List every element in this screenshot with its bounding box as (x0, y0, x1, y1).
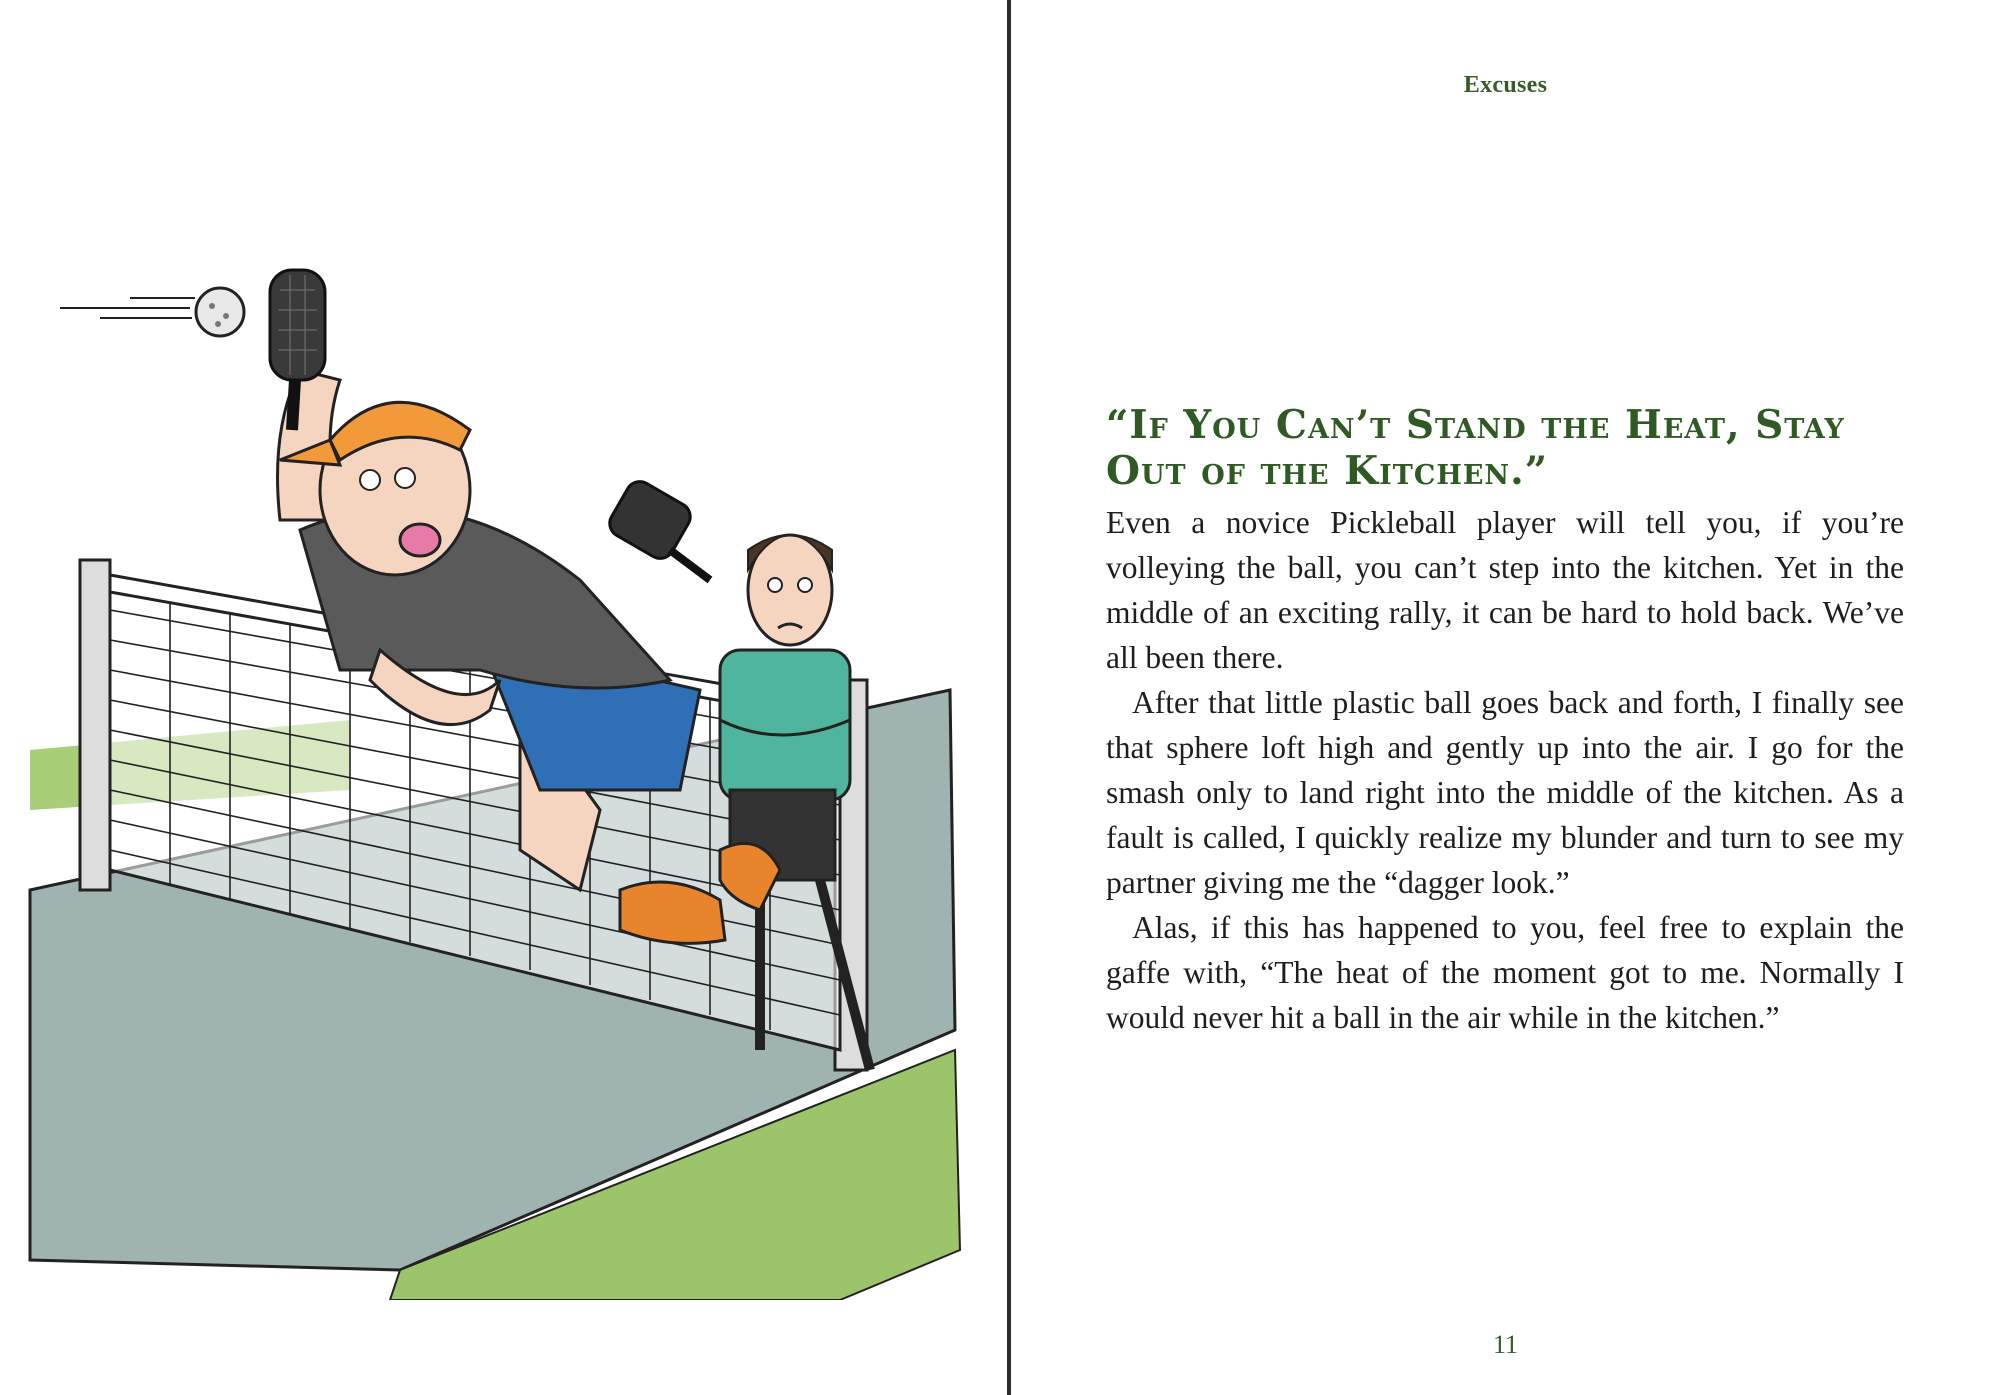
paddle-icon (605, 477, 710, 580)
paragraph: Even a novice Pickleball player will tell you, if you’re volleying the ball, you can’t step into the kitchen. Yet in the middle of an exciting rally, it can be hard to hold back. We’ve all been there. (1106, 505, 1904, 675)
paragraph: Alas, if this has happened to you, feel free to explain the gaffe with, “The heat of the moment got to me. Normally I would never hit a ball in the air while in the kitchen.” (1106, 910, 1904, 1035)
right-page (1011, 0, 2000, 1395)
body-text (1106, 500, 1904, 1040)
net-left-post (80, 560, 110, 890)
paragraph: After that little plastic ball goes back and forth, I finally see that sphere loft high and gently up into the air. I go for the smash only to land right into the middle of the kitchen. As a fault is called, I quickly realize my blunder and turn to see my partner giving me the “dagger look.” (1106, 685, 1904, 900)
page-number: 11 (1492, 1330, 1519, 1359)
ball-icon (60, 288, 244, 336)
chapter-title: “If You Can’t Stand the Heat, Stay Out of the Kitchen.” (1106, 402, 1845, 494)
cartoon-illustration (20, 250, 980, 1300)
running-head: Excuses (1463, 72, 1548, 98)
